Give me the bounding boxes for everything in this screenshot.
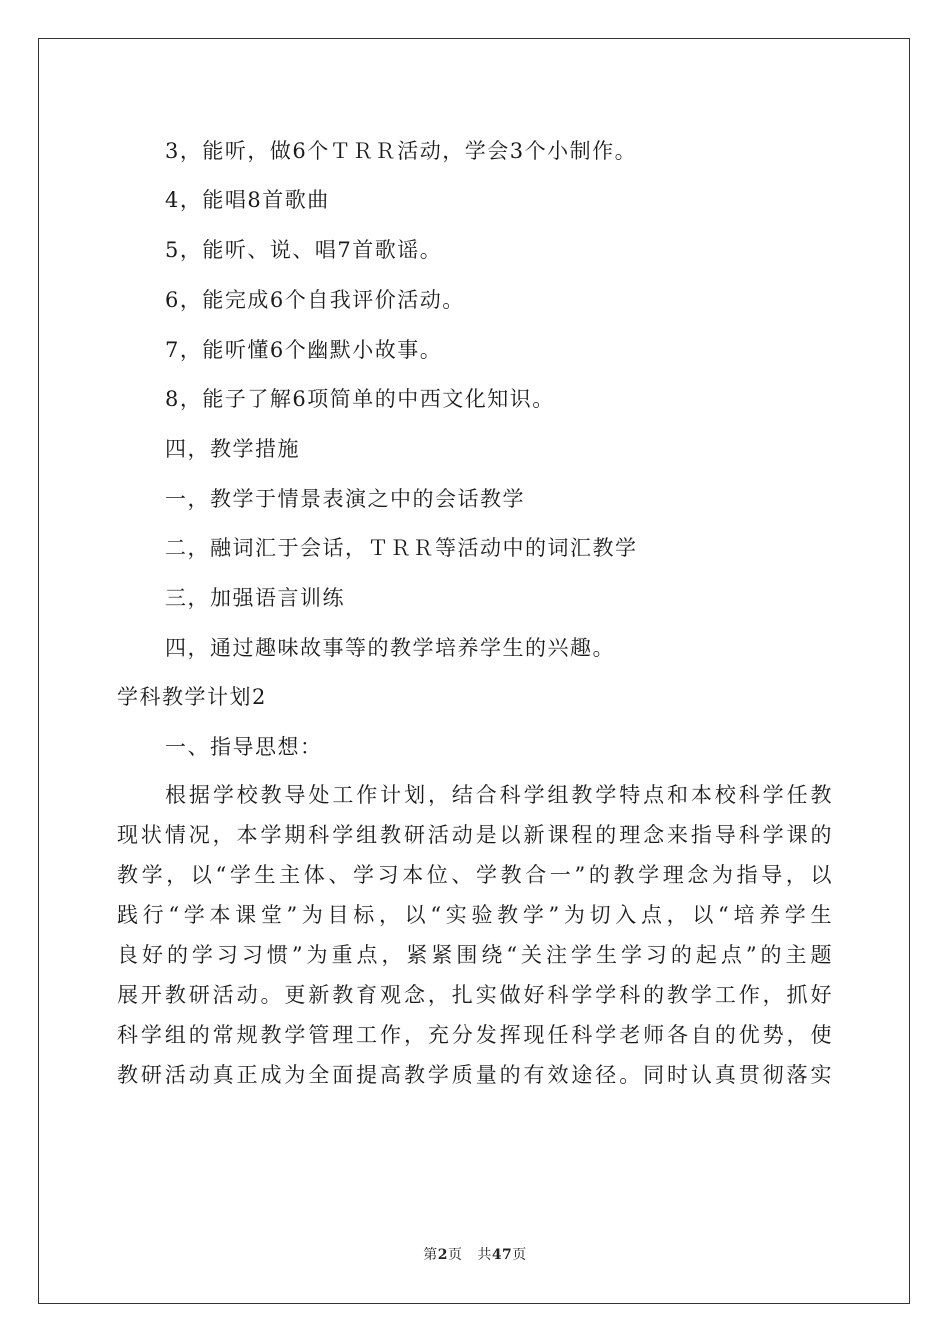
- paragraph-line: 根据学校教导处工作计划，结合科学组教学特点和本校科学任教: [165, 783, 833, 807]
- list-item-8: 8，能子了解6项简单的中西文化知识。: [165, 387, 555, 411]
- paragraph-line: 良好的学习习惯”为重点，紧紧围绕“关注学生学习的起点”的主题: [117, 943, 833, 967]
- measure-item-4: 四，通过趣味故事等的教学培养学生的兴趣。: [165, 636, 615, 660]
- list-item-6: 6，能完成6个自我评价活动。: [165, 288, 465, 312]
- list-item-4: 4，能唱8首歌曲: [165, 188, 330, 212]
- paragraph-line: 教研活动真正成为全面提高教学质量的有效途径。同时认真贯彻落实: [117, 1063, 833, 1087]
- total-prefix: 共: [477, 1247, 492, 1263]
- paragraph-line: 教学，以“学生主体、学习本位、学教合一”的教学理念为指导，以: [117, 863, 833, 887]
- plan-title: 学科教学计划2: [117, 685, 267, 709]
- total-suffix: 页: [512, 1247, 527, 1263]
- paragraph-line: 科学组的常规教学管理工作，充分发挥现任科学老师各自的优势，使: [117, 1023, 833, 1047]
- measure-item-2: 二，融词汇于会话，ＴＲＲ等活动中的词汇教学: [165, 536, 638, 560]
- page-border: [38, 38, 910, 1304]
- paragraph-line: 展开教研活动。更新教育观念，扎实做好科学学科的教学工作，抓好: [117, 983, 833, 1007]
- measure-item-1: 一，教学于情景表演之中的会话教学: [165, 487, 525, 511]
- subheading: 一、指导思想：: [165, 735, 323, 759]
- paragraph-line: 践行“学本课堂”为目标，以“实验教学”为切入点，以“培养学生: [117, 903, 833, 927]
- list-item-7: 7，能听懂6个幽默小故事。: [165, 338, 443, 362]
- total-pages: 47: [491, 1247, 513, 1263]
- paragraph-line: 现状情况，本学期科学组教研活动是以新课程的理念来指导科学课的: [117, 823, 833, 847]
- list-item-5: 5，能听、说、唱7首歌谣。: [165, 238, 443, 262]
- guiding-paragraph: [117, 780, 833, 1100]
- list-item-3: 3，能听，做6个ＴＲＲ活动，学会3个小制作。: [165, 139, 638, 163]
- page-number: 2: [437, 1247, 448, 1263]
- page-footer: [0, 1246, 950, 1264]
- measure-item-3: 三，加强语言训练: [165, 586, 345, 610]
- page-suffix: 页: [447, 1247, 463, 1263]
- page-prefix: 第: [423, 1247, 438, 1263]
- section-heading: 四，教学措施: [165, 437, 300, 461]
